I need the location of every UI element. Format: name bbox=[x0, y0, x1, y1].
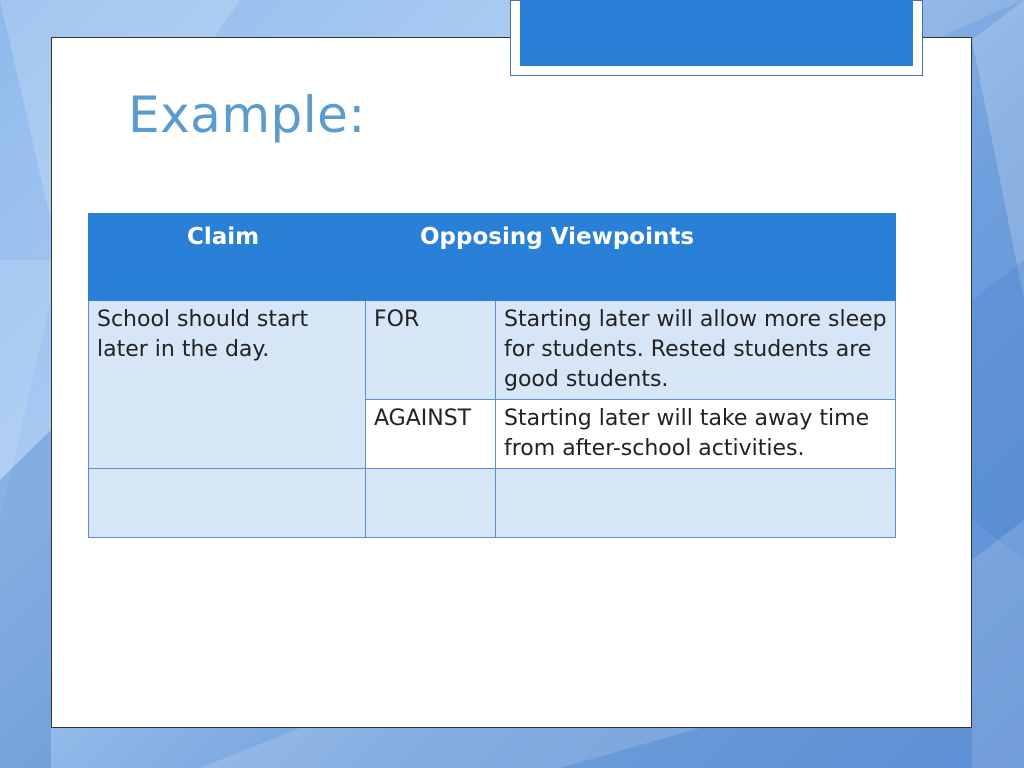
table-header-row bbox=[89, 214, 896, 301]
viewpoint-label: FOR bbox=[366, 301, 496, 400]
header-opposing-viewpoints bbox=[366, 214, 896, 301]
table-row bbox=[89, 301, 896, 400]
slide-title: Example: bbox=[128, 86, 366, 144]
header-claim-label: Claim bbox=[187, 224, 260, 250]
empty-cell bbox=[89, 469, 366, 538]
empty-cell bbox=[366, 469, 496, 538]
accent-block bbox=[520, 0, 913, 66]
header-opposing-label: Opposing Viewpoints bbox=[420, 224, 695, 250]
header-claim bbox=[89, 214, 366, 301]
viewpoint-text: Starting later will take away time from after-school activities. bbox=[496, 400, 896, 469]
viewpoint-text: Starting later will allow more sleep for students. Rested students are good students. bbox=[496, 301, 896, 400]
claim-table bbox=[88, 213, 896, 538]
empty-cell bbox=[496, 469, 896, 538]
viewpoint-label: AGAINST bbox=[366, 400, 496, 469]
table-row-empty bbox=[89, 469, 896, 538]
claim-cell: School should start later in the day. bbox=[89, 301, 366, 469]
